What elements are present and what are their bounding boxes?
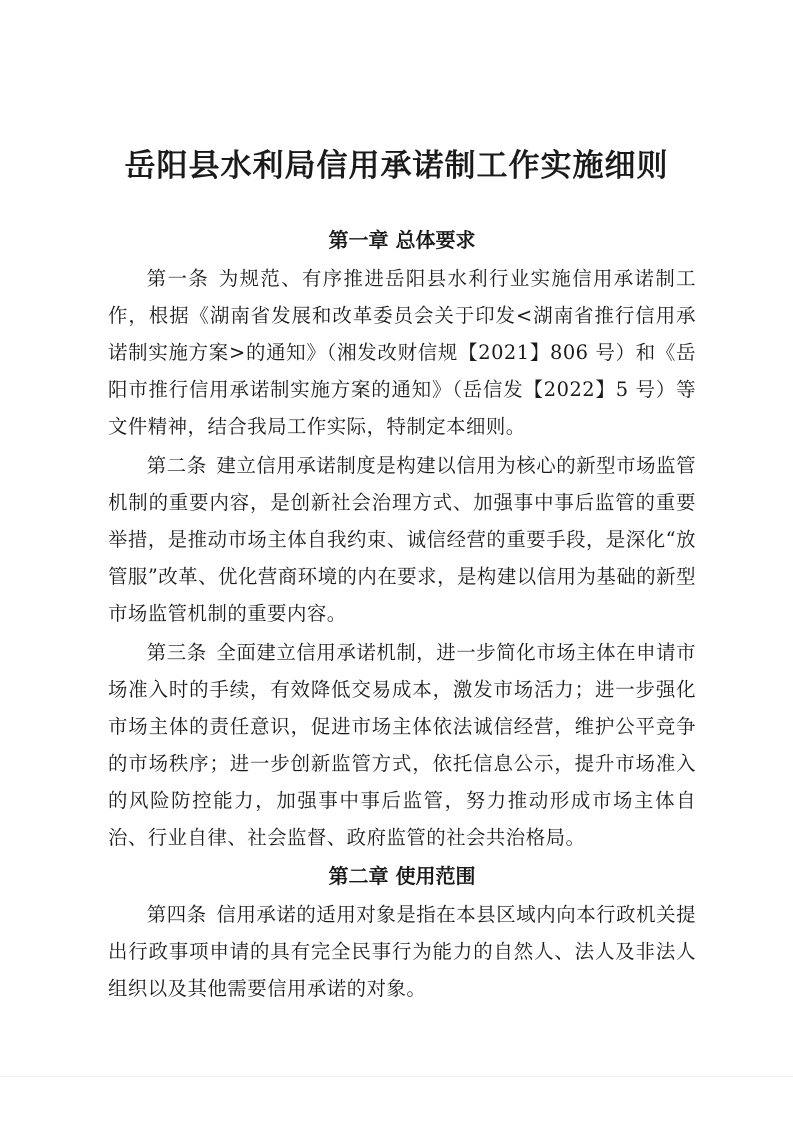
article-3 [108, 634, 696, 856]
article-1 [108, 260, 696, 445]
chapter-2 [108, 858, 696, 1007]
chapter-heading: 第一章 总体要求 [328, 228, 476, 252]
article-2 [108, 447, 696, 632]
article-number: 第三条 [146, 641, 207, 664]
article-number: 第二条 [146, 454, 207, 477]
article-number: 第四条 [146, 903, 207, 926]
article-text: 全面建立信用承诺机制，进一步简化市场主体在申请市场准入时的手续，有效降低交易成本，激发市场活力；进一步强化市场主体的责任意识，促进市场主体依法诚信经营，维护公平竞争的市场秩序；进一步创新监管方式，依托信息公示，提升市场准入的风险防控能力，加强事中事后监管，努力推动形成市场主体自治、行业自律、社会监督、政府监管的社会共治格局。 [108, 641, 697, 849]
chapter-heading: 第二章 使用范围 [328, 864, 476, 888]
chapter-1 [108, 222, 696, 856]
article-4 [108, 896, 696, 1007]
article-text: 信用承诺的适用对象是指在本县区域内向本行政机关提出行政事项申请的具有完全民事行为能力的自然人、法人及非法人组织以及其他需要信用承诺的对象。 [108, 903, 697, 1000]
document-body [108, 222, 696, 1009]
article-text: 建立信用承诺制度是构建以信用为核心的新型市场监管机制的重要内容，是创新社会治理方式、加强事中事后监管的重要举措，是推动市场主体自我约束、诚信经营的重要手段，是深化“放管服”改革、优化营商环境的内在要求，是构建以信用为基础的新型市场监管机制的重要内容。 [108, 454, 697, 625]
article-number: 第一条 [146, 267, 210, 290]
article-text: 为规范、有序推进岳阳县水利行业实施信用承诺制工作，根据《湖南省发展和改革委员会关于印发<湖南省推行信用承诺制实施方案>的通知》（湘发改财信规【2021】806 号）和《岳阳市推行信用承诺制实施方案的通知》（岳信发【2022】5 号）等文件精神，结合我局工作实际，特制定本细则。 [108, 267, 697, 438]
scan-edge-line [0, 1076, 793, 1077]
document-title: 岳阳县水利局信用承诺制工作实施细则 [124, 148, 669, 184]
